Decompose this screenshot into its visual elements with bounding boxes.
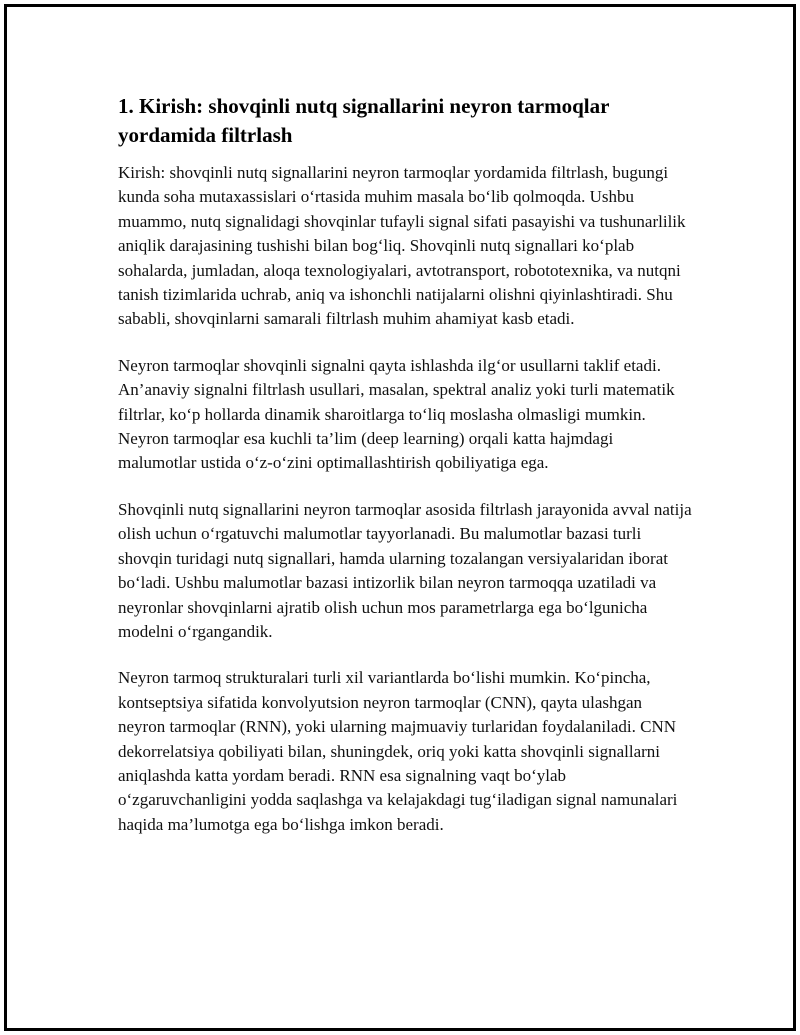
paragraph-network-structures: Neyron tarmoq strukturalari turli xil variantlarda boʻlishi mumkin. Koʻpincha, kontseptsiya sifatida konvolyutsion neyron tarmoqlar (CNN), qayta ulashgan neyron tarmoqlar (RNN), yoki ularning majmuaviy turlaridan foydalaniladi. CNN dekorrelatsiya qobiliyati bilan, shuningdek, oriq yoki katta shovqinli signallarni aniqlashda katta yordam beradi. RNN esa signalning vaqt boʻylab oʻzgaruvchanligini yodda saqlashga va kelajakdagi tugʻiladigan signal namunalari haqida ma’lumotga ega boʻlishga imkon beradi. [118, 668, 678, 834]
paragraph-introduction: Kirish: shovqinli nutq signallarini neyron tarmoqlar yordamida filtrlash, bugungi kunda soha mutaxassislari oʻrtasida muhim masala boʻlib qolmoqda. Ushbu muammo, nutq signalidagi shovqinlar tufayli signal sifati pasayishi va tushunarlilik aniqlik darajasining tushishi bilan bogʻliq. Shovqinli nutq signallari koʻplab sohalarda, jumladan, aloqa texnologiyalari, avtotransport, robototexnika, va nutqni tanish tizimlarida uchrab, aniq va ishonchli natijalarni olishni qiyinlashtiradi. Shu sababli, shovqinlarni samarali filtrlash muhim ahamiyat kasb etadi. [118, 163, 686, 329]
section-title: 1. Kirish: shovqinli nutq signallarini neyron tarmoqlar yordamida filtrlash [118, 94, 610, 147]
paragraph-training-data: Shovqinli nutq signallarini neyron tarmoqlar asosida filtrlash jarayonida avval natija olish uchun oʻrgatuvchi malumotlar tayyorlanadi. Bu malumotlar bazasi turli shovqin turidagi nutq signallari, hamda ularning tozalangan versiyalaridan iborat boʻladi. Ushbu malumotlar bazasi intizorlik bilan neyron tarmoqqa uzatiladi va neyronlar shovqinlarni ajratib olish uchun mos parametrlarga ega boʻlgunicha modelni oʻrgangandik. [118, 499, 692, 641]
document-body [118, 92, 693, 859]
paragraph-neural-networks: Neyron tarmoqlar shovqinli signalni qayta ishlashda ilgʻor usullarni taklif etadi. An’anaviy signalni filtrlash usullari, masalan, spektral analiz yoki turli matematik filtrlar, koʻp hollarda dinamik sharoitlarga toʻliq moslasha olmasligi mumkin. Neyron tarmoqlar esa kuchli ta’lim (deep learning) orqali katta hajmdagi malumotlar ustida oʻz-oʻzini optimallashtirish qobiliyatiga ega. [118, 355, 675, 473]
